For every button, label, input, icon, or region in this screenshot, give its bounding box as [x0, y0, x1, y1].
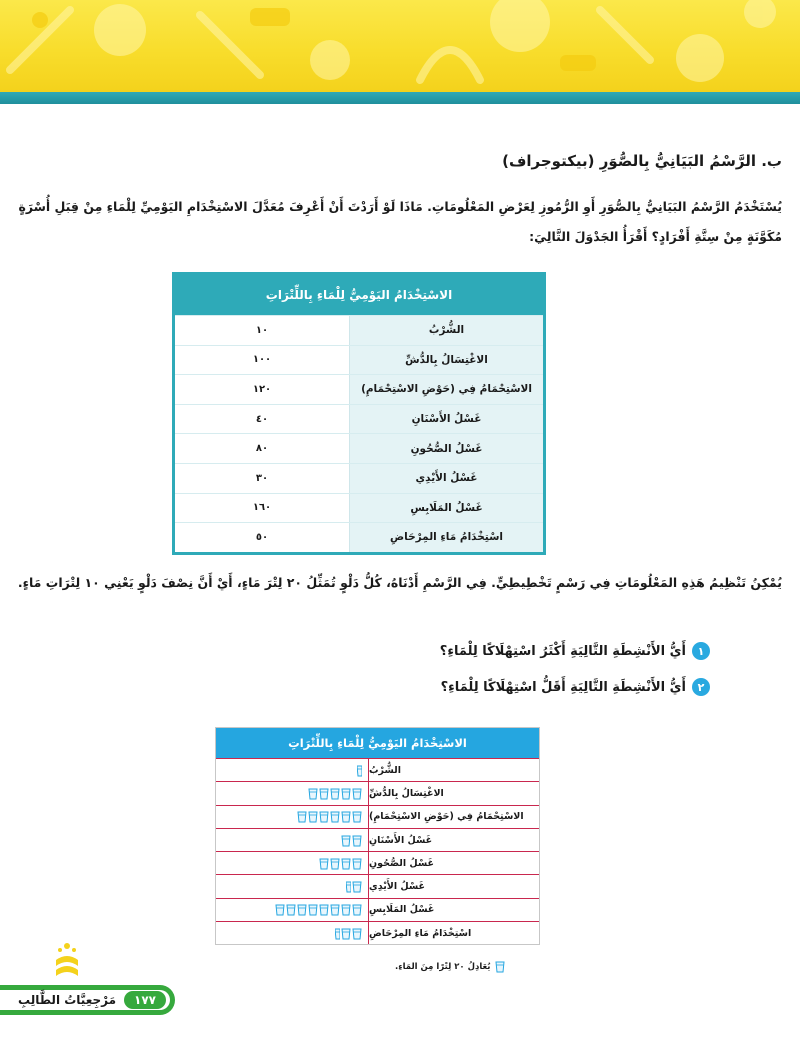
- table-cell-activity: غَسْلُ الأَسْنَانِ: [349, 405, 543, 434]
- bucket-icon: [352, 834, 362, 847]
- water-usage-table: [172, 272, 546, 555]
- intro-paragraph: يُسْتَخْدَمُ الرَّسْمُ البَيَانِيُّ بِالصُّوَرِ أَوِ الرُّمُوزِ لِعَرْضِ المَعْلُومَاتِ. مَاذَا لَوْ أَرَدْتَ أَنْ أَعْرِفَ مُعَدَّلَ الاسْتِخْدَامِ اليَوْمِيِّ لِلْمَاءِ مِنْ قِبَلِ أُسْرَةٍ مُكَوَّنَةٍ مِنْ سِتَّةِ أَفْرَادٍ؟ أَقْرَأُ الجَدْوَلَ التَّالِيَ:: [18, 199, 782, 244]
- half-bucket-icon: [335, 927, 340, 940]
- pictograph-buckets: [216, 922, 368, 944]
- bucket-icon: [495, 960, 505, 973]
- question-text: أَيُّ الأَنْشِطَةِ التَّالِيَةِ أَقَلُّ اسْتِهْلَاكًا لِلْمَاءِ؟: [440, 679, 686, 695]
- banner-decoration: [0, 0, 800, 92]
- pictograph-row: [216, 828, 539, 851]
- table-cell-value: ١٦٠: [175, 494, 349, 523]
- pictograph-activity: اسْتِخْدَامُ مَاءِ المِرْحَاضِ: [368, 922, 539, 944]
- pictograph-activity: غَسْلُ الصُّحُونِ: [368, 852, 539, 874]
- table-cell-activity: غَسْلُ الصُّحُونِ: [349, 434, 543, 463]
- table-cell-value: ١٠٠: [175, 346, 349, 375]
- question-1: [70, 642, 710, 660]
- bucket-icon: [341, 927, 351, 940]
- pictograph-buckets: [216, 875, 368, 897]
- question-2: [70, 678, 710, 696]
- bucket-icon: [330, 787, 340, 800]
- half-bucket-icon: [357, 764, 362, 777]
- table-row: [175, 315, 543, 345]
- bucket-icon: [286, 903, 296, 916]
- table-cell-activity: غَسْلُ الأَيْدِي: [349, 464, 543, 493]
- table-row: [175, 374, 543, 404]
- table-cell-value: ٣٠: [175, 464, 349, 493]
- bucket-icon: [297, 903, 307, 916]
- pictograph-activity: الاسْتِحْمَامُ فِي (حَوْضِ الاسْتِحْمَامِ): [368, 806, 539, 828]
- bucket-icon: [352, 927, 362, 940]
- pictograph-title: الاسْتِخْدَامُ اليَوْمِيُّ لِلْمَاءِ بِاللِّتْرَاتِ: [216, 728, 539, 758]
- bucket-icon: [352, 857, 362, 870]
- table-row: [175, 522, 543, 552]
- pictograph-row: [216, 921, 539, 944]
- table-cell-activity: الاغْتِسَالُ بِالدُّشِّ: [349, 346, 543, 375]
- table-cell-value: ٥٠: [175, 523, 349, 552]
- bucket-icon: [308, 810, 318, 823]
- bucket-icon: [319, 857, 329, 870]
- bucket-icon: [341, 903, 351, 916]
- bucket-icon: [352, 787, 362, 800]
- question-number-badge: ١: [692, 642, 710, 660]
- legend-text: يُعَادِلُ ٢٠ لِتْرًا مِنَ المَاءِ.: [395, 961, 491, 972]
- pictograph-row: [216, 781, 539, 804]
- bucket-icon: [341, 787, 351, 800]
- bucket-icon: [341, 857, 351, 870]
- table-cell-value: ٨٠: [175, 434, 349, 463]
- bucket-icon: [297, 810, 307, 823]
- header-strip: [0, 92, 800, 104]
- pictograph-buckets: [216, 829, 368, 851]
- pictograph-row: [216, 874, 539, 897]
- bucket-icon: [352, 810, 362, 823]
- table-row: [175, 404, 543, 434]
- footer-bar: [0, 985, 175, 1015]
- table-cell-value: ١٠: [175, 316, 349, 345]
- pictograph-row: [216, 805, 539, 828]
- bucket-icon: [341, 834, 351, 847]
- page-number: ١٧٧: [124, 991, 166, 1009]
- bucket-icon: [341, 810, 351, 823]
- table-row: [175, 345, 543, 375]
- water-usage-pictograph: [215, 727, 540, 945]
- bucket-icon: [352, 880, 362, 893]
- footer-title: مَرْجِعِيَّاتُ الطَّالِبِ: [18, 993, 117, 1007]
- bucket-icon: [308, 787, 318, 800]
- explain-paragraph: يُمْكِنُ تَنْظِيمُ هَذِهِ المَعْلُومَاتِ فِي رَسْمٍ تَخْطِيطِيٍّ. فِي الرَّسْمِ أَدْنَاهُ، كُلُّ دَلْوٍ تُمَثِّلُ ٢٠ لِتْرَ مَاءٍ، أَيْ أَنَّ نِصْفَ دَلْوٍ يَعْنِي ١٠ لِتْرَاتِ مَاءٍ.: [17, 575, 782, 590]
- bucket-icon: [330, 903, 340, 916]
- table-title: الاسْتِخْدَامُ اليَوْمِيُّ لِلْمَاءِ بِاللِّتْرَاتِ: [175, 275, 543, 315]
- table-cell-value: ٤٠: [175, 405, 349, 434]
- publisher-logo-icon: [52, 940, 82, 982]
- table-cell-activity: اسْتِخْدَامُ مَاءِ المِرْحَاضِ: [349, 523, 543, 552]
- pictograph-buckets: [216, 852, 368, 874]
- table-row: [175, 433, 543, 463]
- bucket-icon: [330, 810, 340, 823]
- pictograph-row: [216, 851, 539, 874]
- question-number-badge: ٢: [692, 678, 710, 696]
- pictograph-buckets: [216, 806, 368, 828]
- table-cell-activity: غَسْلُ المَلَابِسِ: [349, 494, 543, 523]
- bucket-icon: [275, 903, 285, 916]
- bucket-icon: [319, 787, 329, 800]
- table-cell-activity: الاسْتِحْمَامُ فِي (حَوْضِ الاسْتِحْمَامِ): [349, 375, 543, 404]
- bucket-icon: [319, 903, 329, 916]
- pictograph-activity: غَسْلُ الأَيْدِي: [368, 875, 539, 897]
- table-row: [175, 463, 543, 493]
- table-cell-value: ١٢٠: [175, 375, 349, 404]
- pictograph-buckets: [216, 782, 368, 804]
- table-cell-activity: الشُّرْبُ: [349, 316, 543, 345]
- pictograph-activity: غَسْلُ الأَسْنَانِ: [368, 829, 539, 851]
- pictograph-rows: [216, 758, 539, 944]
- pictograph-activity: الشُّرْبُ: [368, 759, 539, 781]
- question-text: أَيُّ الأَنْشِطَةِ التَّالِيَةِ أَكْثَرُ اسْتِهْلَاكًا لِلْمَاءِ؟: [439, 643, 686, 659]
- bucket-icon: [308, 903, 318, 916]
- pictograph-activity: غَسْلُ المَلَابِسِ: [368, 899, 539, 921]
- pictograph-activity: الاغْتِسَالُ بِالدُّشِّ: [368, 782, 539, 804]
- pictograph-legend: [395, 960, 545, 973]
- half-bucket-icon: [346, 880, 351, 893]
- pictograph-row: [216, 898, 539, 921]
- table-row: [175, 493, 543, 523]
- pictograph-buckets: [216, 899, 368, 921]
- section-title: ب. الرَّسْمُ البَيَانِيُّ بِالصُّوَرِ (بيكتوجراف): [502, 152, 782, 170]
- pictograph-row: [216, 758, 539, 781]
- pictograph-buckets: [216, 759, 368, 781]
- header-banner: [0, 0, 800, 92]
- bucket-icon: [352, 903, 362, 916]
- bucket-icon: [319, 810, 329, 823]
- bucket-icon: [330, 857, 340, 870]
